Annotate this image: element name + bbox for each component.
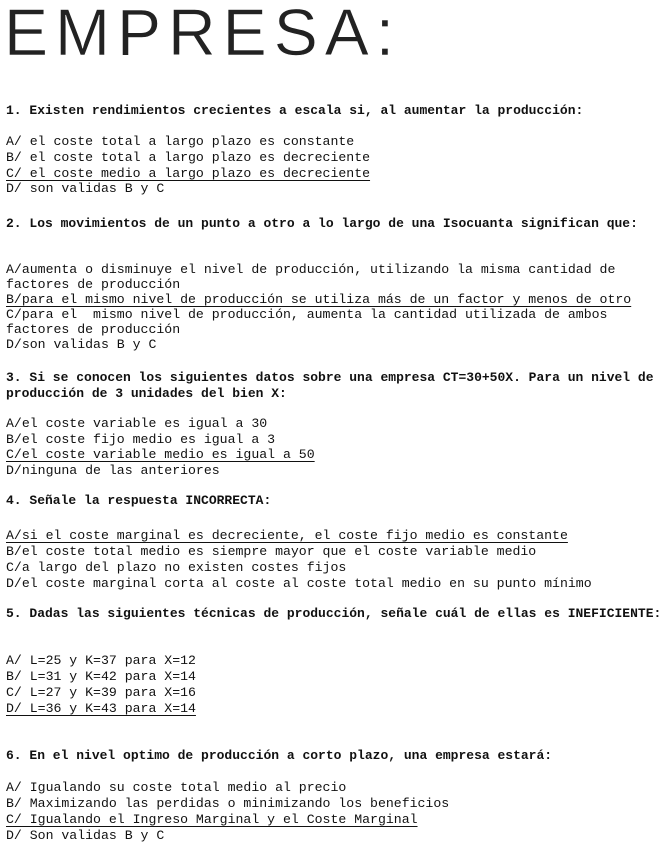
option-4d: D/el coste marginal corta al coste al coste total medio en su punto mínimo <box>6 576 592 591</box>
option-2d: D/son validas B y C <box>6 337 157 352</box>
option-2c: C/para el mismo nivel de producción, aumenta la cantidad utilizada de ambos <box>6 307 608 322</box>
option-5a: A/ L=25 y K=37 para X=12 <box>6 653 196 668</box>
option-6b: B/ Maximizando las perdidas o minimizando los beneficios <box>6 796 450 811</box>
option-3a: A/el coste variable es igual a 30 <box>6 416 268 431</box>
option-6c: C/ Igualando el Ingreso Marginal y el Coste Marginal <box>6 812 418 827</box>
question-3: 3. Si se conocen los siguientes datos sobre una empresa CT=30+50X. Para un nivel de producción de 3 unidades del bien X: <box>6 370 662 401</box>
option-2b: B/para el mismo nivel de producción se utiliza más de un factor y menos de otro <box>6 292 632 307</box>
question-5: 5. Dadas las siguientes técnicas de producción, señale cuál de ellas es INEFICIENTE: <box>6 606 662 621</box>
option-4b: B/el coste total medio es siempre mayor que el coste variable medio <box>6 544 537 559</box>
option-4a: A/si el coste marginal es decreciente, el coste fijo medio es constante <box>6 528 568 543</box>
option-5d: D/ L=36 y K=43 para X=14 <box>6 701 196 716</box>
option-6a: A/ Igualando su coste total medio al precio <box>6 780 347 795</box>
page-title: EMPRESA: <box>4 0 402 69</box>
option-4c: C/a largo del plazo no existen costes fijos <box>6 560 347 575</box>
option-1c: C/ el coste medio a largo plazo es decreciente <box>6 166 371 181</box>
option-5c: C/ L=27 y K=39 para X=16 <box>6 685 196 700</box>
option-1b: B/ el coste total a largo plazo es decreciente <box>6 150 371 165</box>
question-1: 1. Existen rendimientos crecientes a escala si, al aumentar la producción: <box>6 103 584 118</box>
option-3d: D/ninguna de las anteriores <box>6 463 220 478</box>
question-6: 6. En el nivel optimo de producción a corto plazo, una empresa estará: <box>6 748 553 763</box>
question-4: 4. Señale la respuesta INCORRECTA: <box>6 493 272 508</box>
option-2c-cont: factores de producción <box>6 322 181 337</box>
option-1d: D/ son validas B y C <box>6 181 165 196</box>
question-2: 2. Los movimientos de un punto a otro a lo largo de una Isocuanta significan que: <box>6 216 638 231</box>
option-3b: B/el coste fijo medio es igual a 3 <box>6 432 276 447</box>
option-5b: B/ L=31 y K=42 para X=14 <box>6 669 196 684</box>
option-3c: C/el coste variable medio es igual a 50 <box>6 447 315 462</box>
option-1a: A/ el coste total a largo plazo es constante <box>6 134 355 149</box>
option-6d: D/ Son validas B y C <box>6 828 165 843</box>
option-2a: A/aumenta o disminuye el nivel de producción, utilizando la misma cantidad de <box>6 262 616 277</box>
option-2a-cont: factores de producción <box>6 277 181 292</box>
